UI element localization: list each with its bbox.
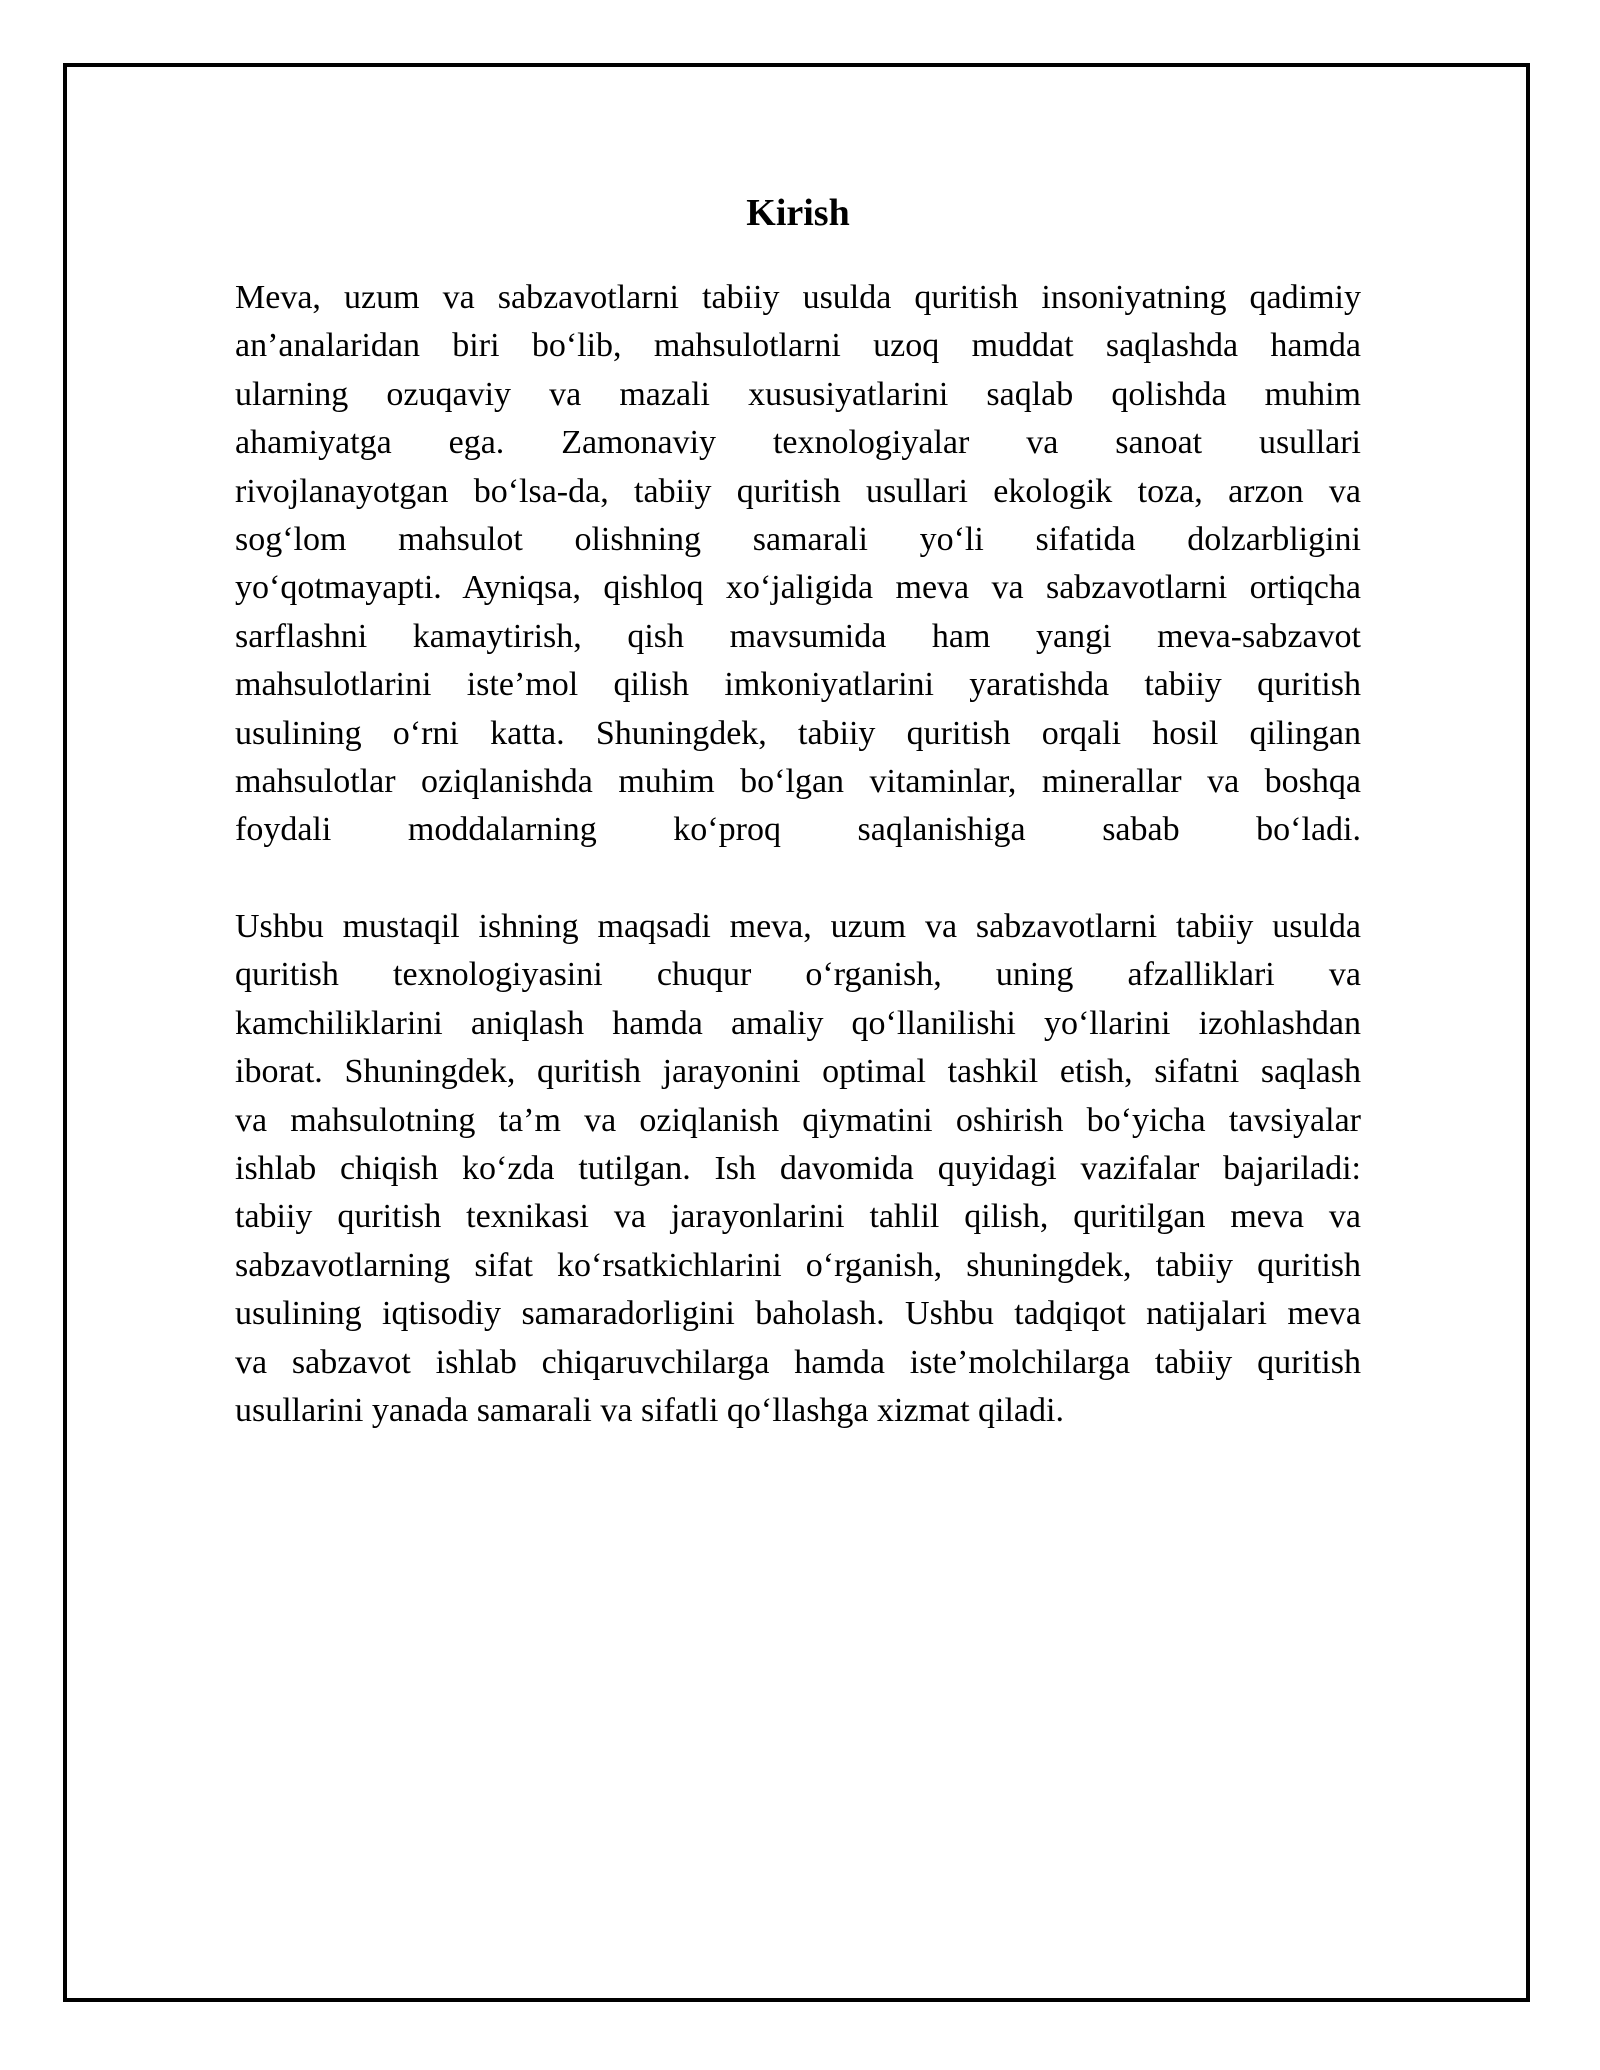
paragraph-line: ishlab chiqish ko‘zda tutilgan. Ish davomida quyidagi vazifalar bajariladi: <box>235 1149 1361 1187</box>
paragraph-line: va sabzavot ishlab chiqaruvchilarga hamda iste’molchilarga tabiiy quritish <box>235 1343 1361 1381</box>
paragraph-line: Meva, uzum va sabzavotlarni tabiiy usulda quritish insoniyatning qadimiy <box>235 279 1361 316</box>
paragraph-line: an’analaridan biri bo‘lib, mahsulotlarni uzoq muddat saqlashda hamda <box>235 327 1361 365</box>
document-body <box>235 185 1361 1435</box>
paragraph-spacer <box>235 855 1361 903</box>
paragraph-line: yo‘qotmayapti. Ayniqsa, qishloq xo‘jaligida meva va sabzavotlarni ortiqcha <box>235 569 1361 607</box>
paragraph-purpose <box>235 903 1361 1435</box>
paragraph-line: usulining o‘rni katta. Shuningdek, tabiiy quritish orqali hosil qilingan <box>235 714 1361 752</box>
paragraph-line: tabiiy quritish texnikasi va jarayonlarini tahlil qilish, quritilgan meva va <box>235 1198 1361 1236</box>
paragraph-line: ahamiyatga ega. Zamonaviy texnologiyalar va sanoat usullari <box>235 424 1361 462</box>
paragraph-line: rivojlanayotgan bo‘lsa-da, tabiiy quritish usullari ekologik toza, arzon va <box>235 472 1361 510</box>
paragraph-line: mahsulotlarini iste’mol qilish imkoniyatlarini yaratishda tabiiy quritish <box>235 666 1361 704</box>
paragraph-intro <box>235 274 1361 855</box>
paragraph-line: quritish texnologiyasini chuqur o‘rganish, uning afzalliklari va <box>235 956 1361 994</box>
paragraph-line: ularning ozuqaviy va mazali xususiyatlarini saqlab qolishda muhim <box>235 375 1361 413</box>
paragraph-line: foydali moddalarning ko‘proq saqlanishiga sabab bo‘ladi. <box>235 811 1361 849</box>
paragraph-line: usullarini yanada samarali va sifatli qo‘llashga xizmat qiladi. <box>235 1391 1064 1429</box>
paragraph-line: usulining iqtisodiy samaradorligini baholash. Ushbu tadqiqot natijalari meva <box>235 1295 1361 1333</box>
paragraph-line: Ushbu mustaqil ishning maqsadi meva, uzum va sabzavotlarni tabiiy usulda <box>235 907 1361 945</box>
paragraph-line: va mahsulotning ta’m va oziqlanish qiymatini oshirish bo‘yicha tavsiyalar <box>235 1101 1361 1139</box>
paragraph-line: mahsulotlar oziqlanishda muhim bo‘lgan vitaminlar, minerallar va boshqa <box>235 763 1361 801</box>
paragraph-line: sabzavotlarning sifat ko‘rsatkichlarini o‘rganish, shuningdek, tabiiy quritish <box>235 1246 1361 1284</box>
page-title: Kirish <box>746 192 850 234</box>
paragraph-line: kamchiliklarini aniqlash hamda amaliy qo‘llanilishi yo‘llarini izohlashdan <box>235 1004 1361 1042</box>
paragraph-line: iborat. Shuningdek, quritish jarayonini optimal tashkil etish, sifatni saqlash <box>235 1053 1361 1091</box>
paragraph-line: sarflashni kamaytirish, qish mavsumida ham yangi meva-sabzavot <box>235 617 1361 655</box>
paragraph-line: sog‘lom mahsulot olishning samarali yo‘li sifatida dolzarbligini <box>235 521 1361 559</box>
